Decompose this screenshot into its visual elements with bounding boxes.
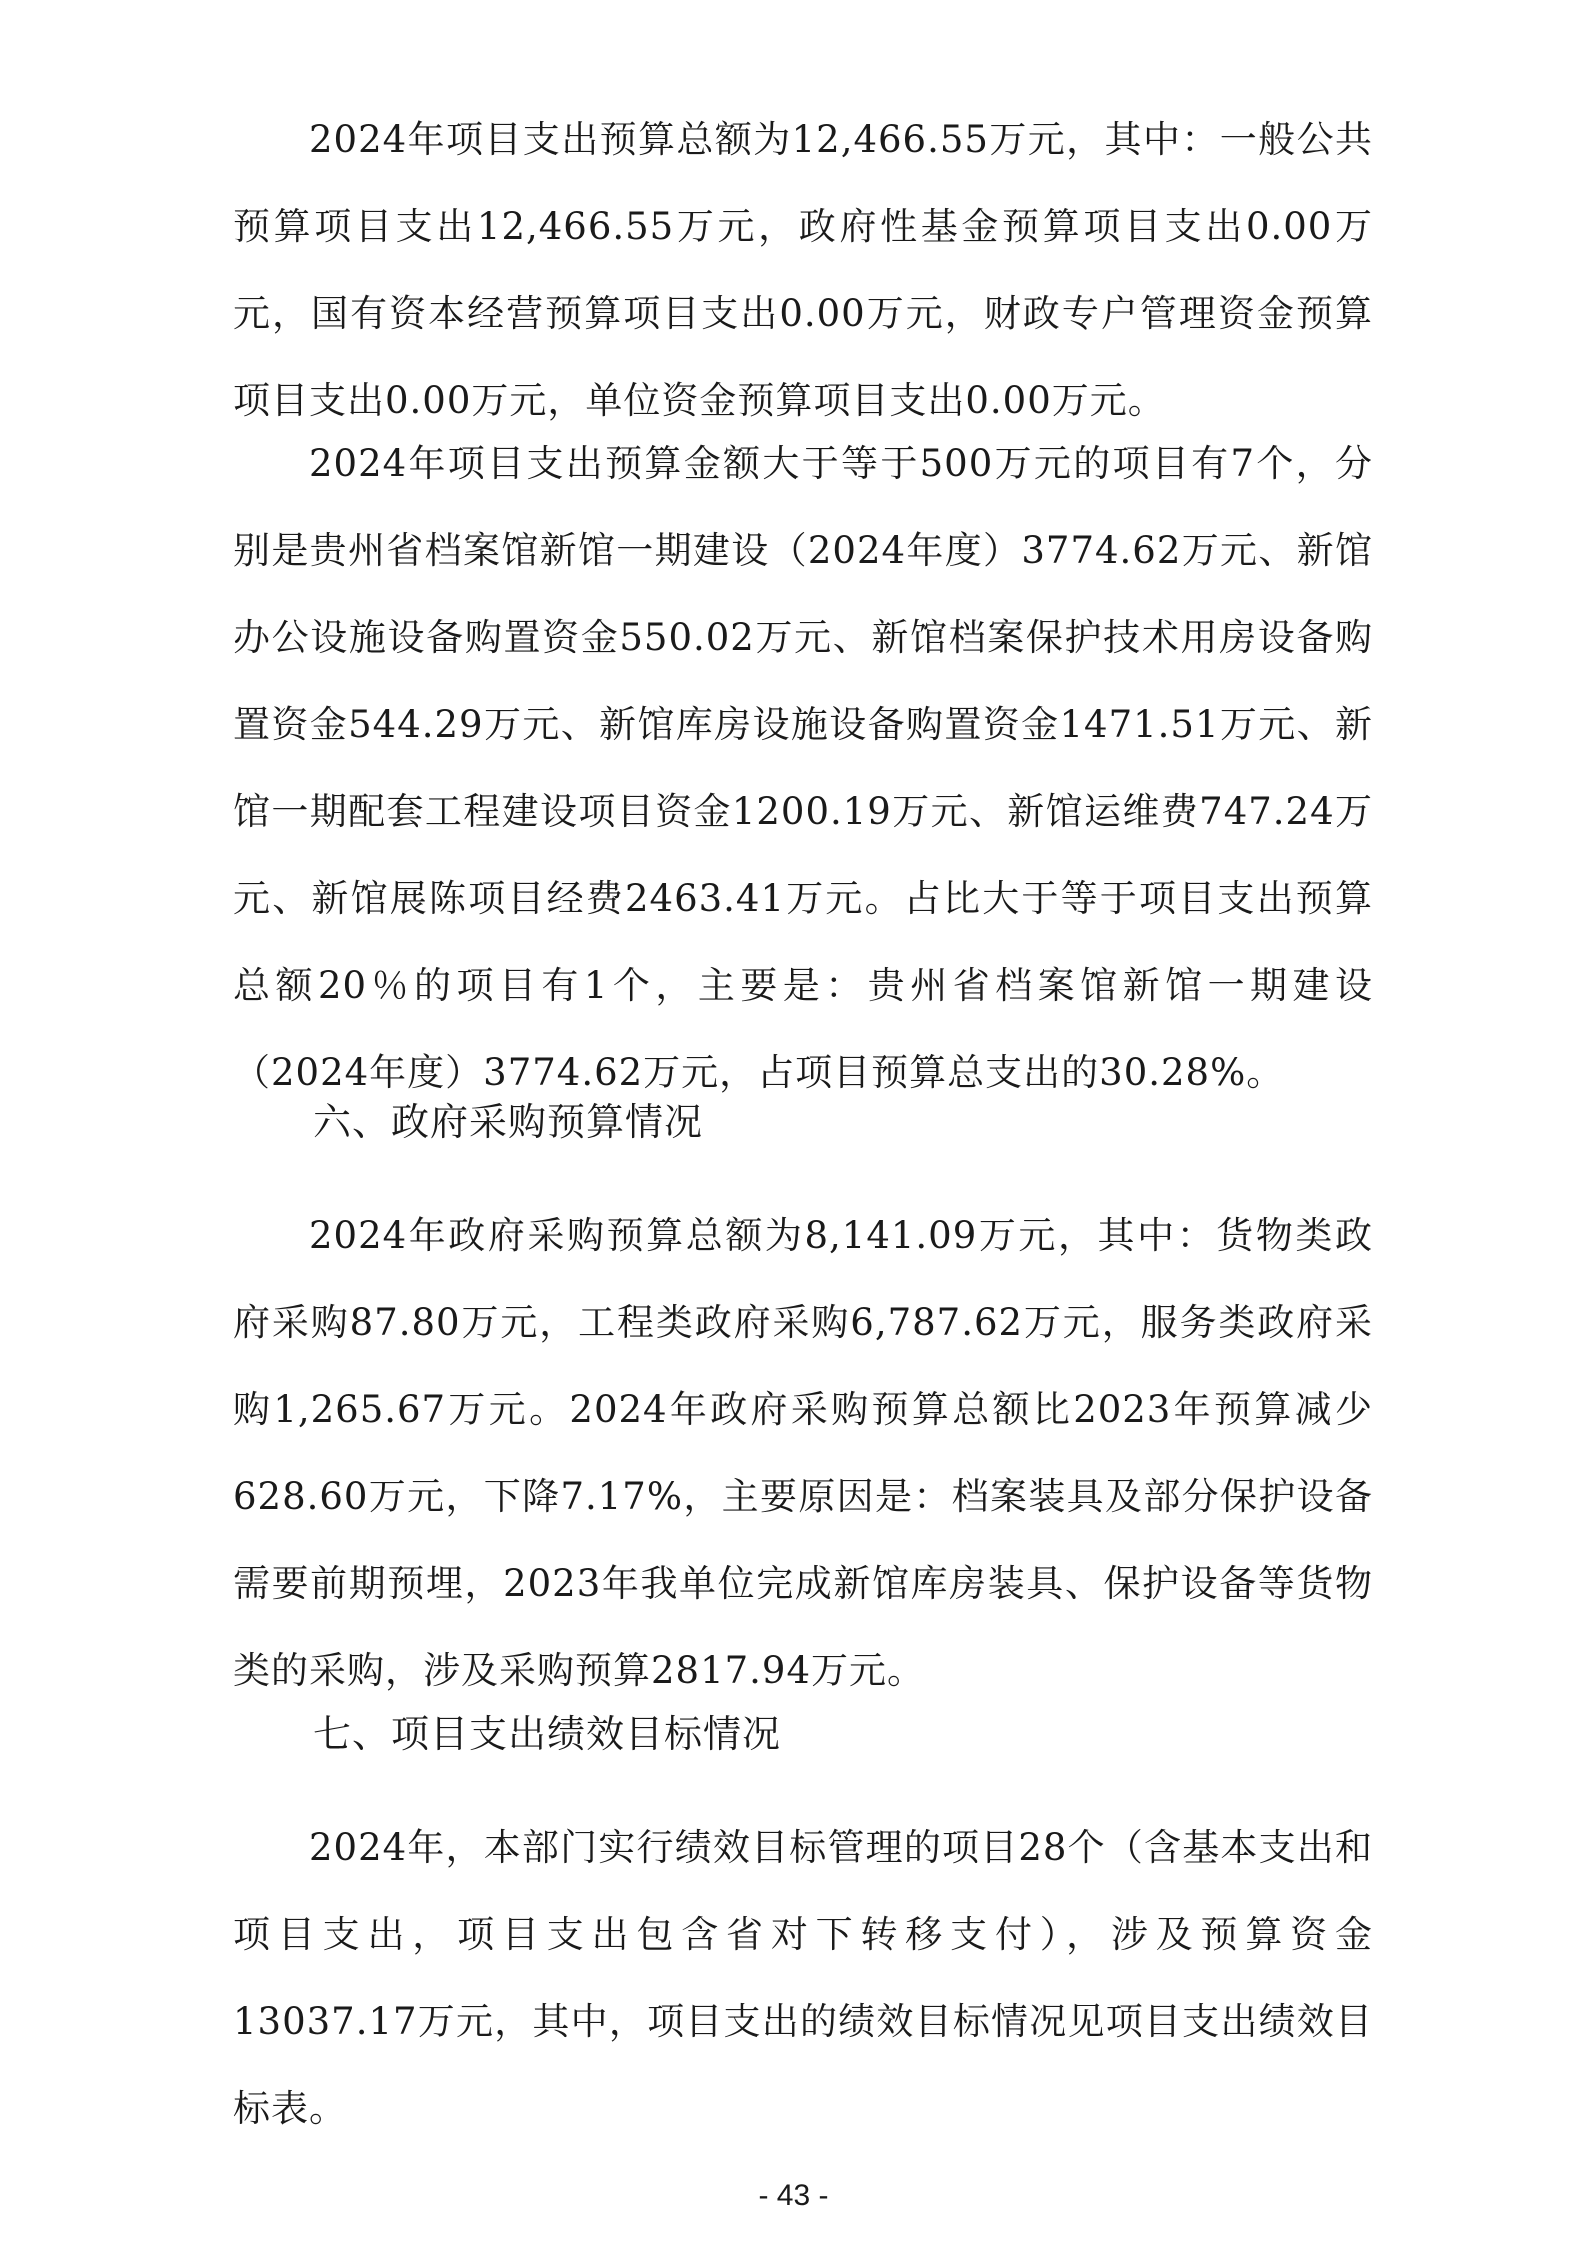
paragraph-performance-targets: 2024年，本部门实行绩效目标管理的项目28个（含基本支出和项目支出，项目支出包含省对下转移支付），涉及预算资金13037.17万元，其中，项目支出的绩效目标情况见项目支出绩效目标表。 bbox=[233, 1826, 1373, 2130]
paragraph-procurement-budget: 2024年政府采购预算总额为8,141.09万元，其中：货物类政府采购87.80万元，工程类政府采购6,787.62万元，服务类政府采购1,265.67万元。2024年政府采购预算总额比2023年预算减少628.60万元，下降7.17%，主要原因是：档案装具及部分保护设备需要前期预埋，2023年我单位完成新馆库房装具、保护设备等货物类的采购，涉及采购预算2817.94万元。 bbox=[233, 1214, 1373, 1692]
paragraph-project-expenditure-total: 2024年项目支出预算总额为12,466.55万元，其中：一般公共预算项目支出12,466.55万元，政府性基金预算项目支出0.00万元，国有资本经营预算项目支出0.00万元，财政专户管理资金预算项目支出0.00万元，单位资金预算项目支出0.00万元。 bbox=[233, 118, 1373, 422]
page-number: - 43 - bbox=[758, 2179, 829, 2212]
heading-government-procurement: 六、政府采购预算情况 bbox=[313, 1100, 704, 1144]
paragraph-major-projects: 2024年项目支出预算金额大于等于500万元的项目有7个，分别是贵州省档案馆新馆一期建设（2024年度）3774.62万元、新馆办公设施设备购置资金550.02万元、新馆档案保护技术用房设备购置资金544.29万元、新馆库房设施设备购置资金1471.51万元、新馆一期配套工程建设项目资金1200.19万元、新馆运维费747.24万元、新馆展陈项目经费2463.41万元。占比大于等于项目支出预算总额20％的项目有1个，主要是：贵州省档案馆新馆一期建设（2024年度）3774.62万元，占项目预算总支出的30.28%。 bbox=[233, 442, 1373, 1094]
heading-performance-targets: 七、项目支出绩效目标情况 bbox=[313, 1712, 782, 1756]
